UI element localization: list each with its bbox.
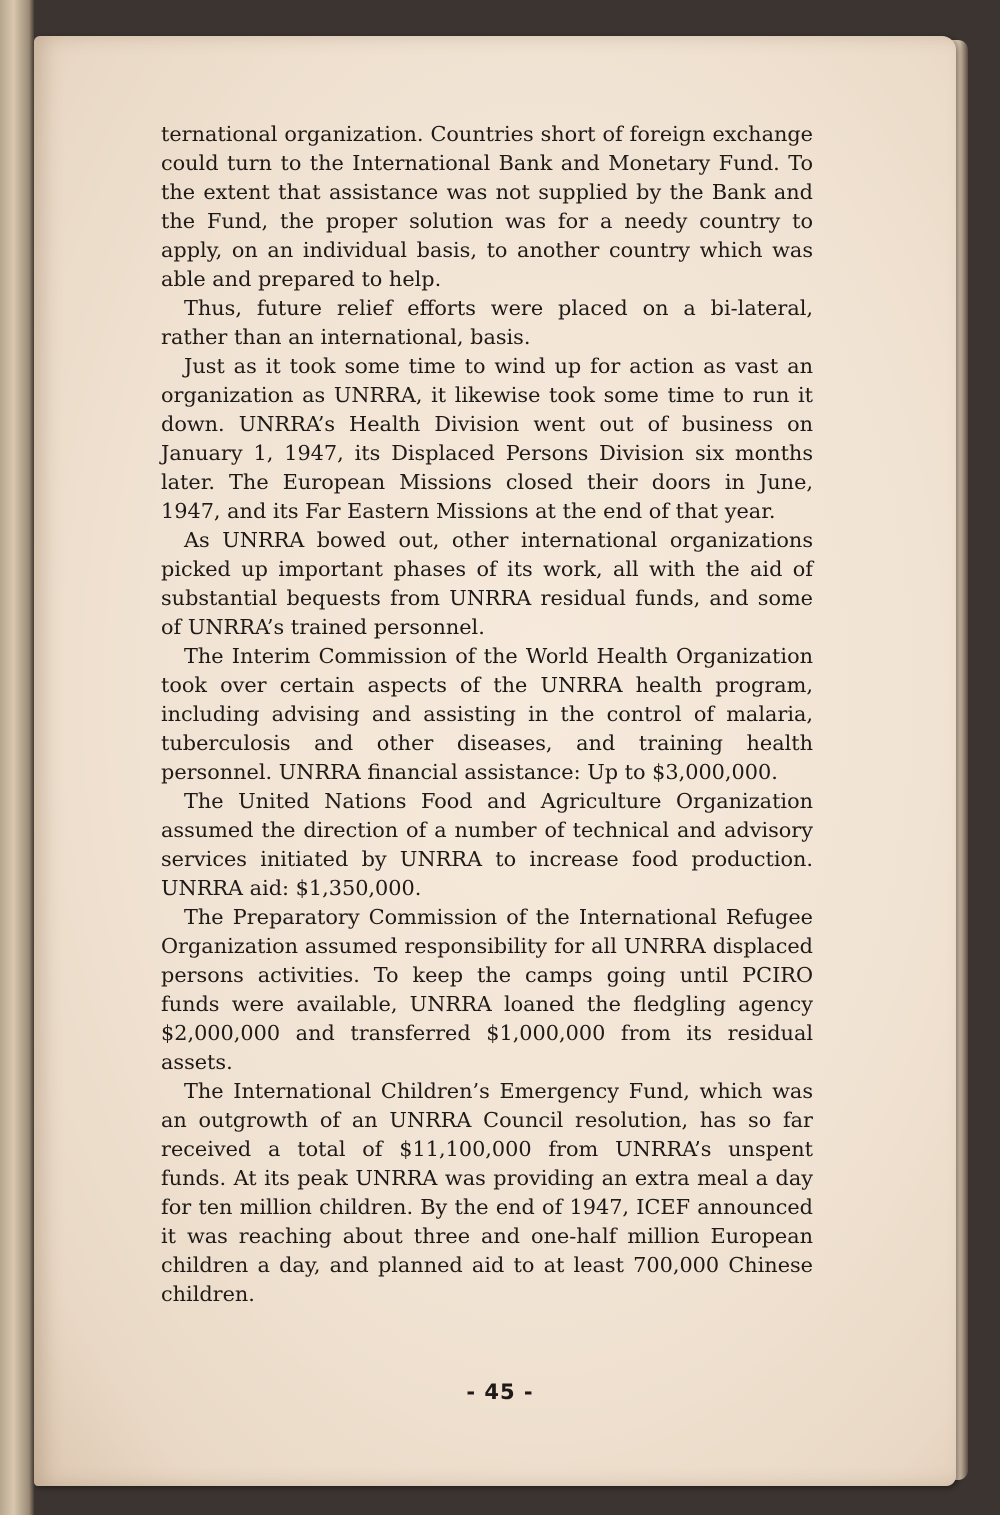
paragraph: The Preparatory Commission of the International Refugee Organization assumed responsibility for all UNRRA displaced persons activities. To keep the camps going until PCIRO funds were available, UNRRA loaned the fledgling agency $2,000,000 and transferred $1,000,000 from its residual assets. xyxy=(161,905,813,1074)
page-number: - 45 - xyxy=(466,1380,534,1404)
paragraph: ternational organization. Countries short of foreign exchange could turn to the International Bank and Monetary Fund. To the extent that assistance was not supplied by the Bank and the Fund, the proper solution was for a needy country to apply, on an individual basis, to another country which was able and prepared to help. xyxy=(161,122,813,291)
paragraph: The International Children’s Emergency Fund, which was an outgrowth of an UNRRA Council resolution, has so far received a total of $11,100,000 from UNRRA’s unspent funds. At its peak UNRRA was providing an extra meal a day for ten million children. By the end of 1947, ICEF announced it was reaching about three and one-half million European children a day, and planned aid to at least 700,000 Chinese children. xyxy=(161,1079,813,1306)
paragraph: Just as it took some time to wind up for action as vast an organization as UNRRA, it likewise took some time to run it down. UNRRA’s Health Division went out of business on January 1, 1947, its Displaced Persons Division six months later. The European Missions closed their doors in June, 1947, and its Far Eastern Missions at the end of that year. xyxy=(161,354,813,523)
paragraph: The United Nations Food and Agriculture Organization assumed the direction of a number of technical and advisory services initiated by UNRRA to increase food production. UNRRA aid: $1,350,000. xyxy=(161,789,813,900)
facing-page-edge xyxy=(0,0,34,1515)
paragraph: As UNRRA bowed out, other international organizations picked up important phases of its work, all with the aid of substantial bequests from UNRRA residual funds, and some of UNRRA’s trained personnel. xyxy=(161,528,813,639)
paragraph: The Interim Commission of the World Health Organization took over certain aspects of the UNRRA health program, including advising and assisting in the control of malaria, tuberculosis and other diseases, and training health personnel. UNRRA financial assistance: Up to $3,000,000. xyxy=(161,644,813,784)
paragraph: Thus, future relief efforts were placed on a bi-lateral, rather than an international, basis. xyxy=(161,296,813,349)
body-text xyxy=(161,120,813,1309)
